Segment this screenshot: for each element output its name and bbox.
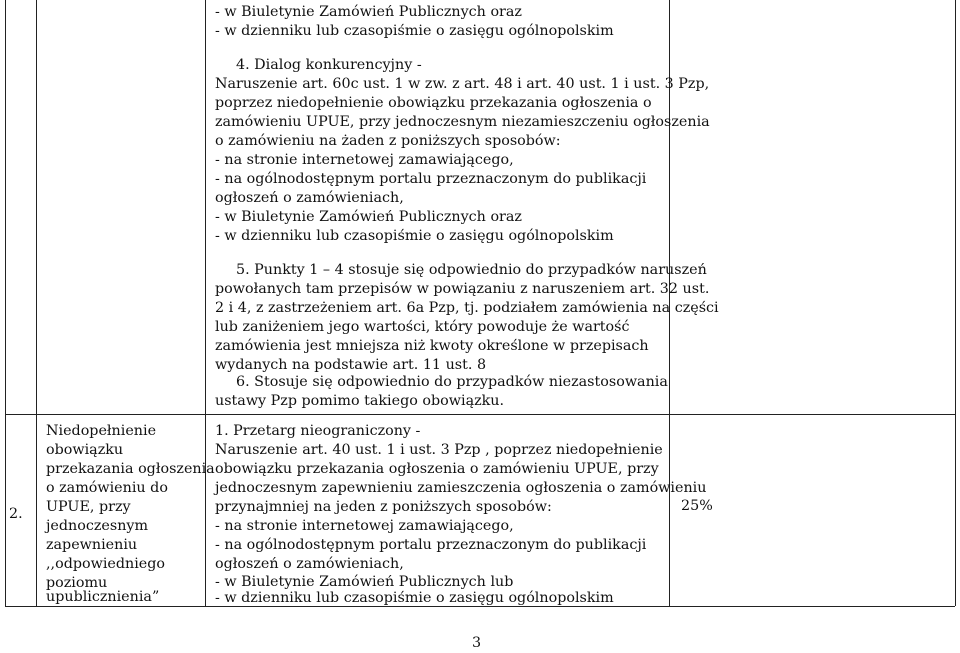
text-line: upublicznienia” [46,589,160,605]
text-line: ogłoszeń o zamówieniach, [215,190,404,206]
table-left-border [5,0,6,606]
row-number: 2. [9,506,23,522]
text-line: 4. Dialog konkurencyjny - [236,57,422,73]
column-divider-1 [36,0,37,606]
text-line: - w dzienniku lub czasopiśmie o zasięgu ogólnopolskim [215,23,614,39]
text-line: 2 i 4, z zastrzeżeniem art. 6a Pzp, tj. podziałem zamówienia na części [215,300,719,316]
text-line: zapewnieniu [46,537,138,553]
row-divider [5,414,955,415]
text-line: poziomu [46,575,108,591]
text-line: o zamówieniu na żaden z poniższych sposobów: [215,133,561,149]
text-line: - w dzienniku lub czasopiśmie o zasięgu ogólnopolskim [215,228,614,244]
text-line: powołanych tam przepisów w powiązaniu z naruszeniem art. 32 ust. [215,281,710,297]
text-line: jednoczesnym [46,518,149,534]
text-line: Naruszenie art. 60c ust. 1 w zw. z art. 48 i art. 40 ust. 1 i ust. 3 Pzp, [215,76,710,92]
table-right-border [955,0,956,606]
text-line: - w Biuletynie Zamówień Publicznych oraz [215,4,522,20]
text-line: - w dzienniku lub czasopiśmie o zasięgu ogólnopolskim [215,590,614,606]
text-line: - w Biuletynie Zamówień Publicznych oraz [215,209,522,225]
text-line: - na ogólnodostępnym portalu przeznaczonym do publikacji [215,171,647,187]
text-line: przekazania ogłoszenia [46,461,215,477]
text-line: Niedopełnienie [46,423,157,439]
page-number: 3 [472,635,482,651]
text-line: ustawy Pzp pomimo takiego obowiązku. [215,393,505,409]
text-line: - na ogólnodostępnym portalu przeznaczonym do publikacji [215,537,647,553]
text-line: przynajmniej na jeden z poniższych sposobów: [215,499,552,515]
text-line: zamówieniu UPUE, przy jednoczesnym niezamieszczeniu ogłoszenia [215,114,710,130]
text-line: 5. Punkty 1 – 4 stosuje się odpowiednio do przypadków naruszeń [236,262,707,278]
text-line: poprzez niedopełnienie obowiązku przekazania ogłoszenia o [215,95,652,111]
percentage-value: 25% [681,498,713,514]
text-line: 1. Przetarg nieograniczony - [215,423,421,439]
text-line: o zamówieniu do [46,480,168,496]
text-line: lub zaniżeniem jego wartości, który powoduje że wartość [215,319,630,335]
text-line: - na stronie internetowej zamawiającego, [215,152,514,168]
text-line: ogłoszeń o zamówieniach, [215,556,404,572]
text-line: obowiązku przekazania ogłoszenia o zamówieniu UPUE, przy [215,461,659,477]
text-line: ,,odpowiedniego [46,556,166,572]
text-line: jednoczesnym zapewnieniu zamieszczenia ogłoszenia o zamówieniu [215,480,707,496]
text-line: - w Biuletynie Zamówień Publicznych lub [215,574,514,590]
text-line: zamówienia jest mniejsza niż kwoty określone w przepisach [215,338,649,354]
text-line: obowiązku [46,442,124,458]
text-line: - na stronie internetowej zamawiającego, [215,518,514,534]
text-line: Naruszenie art. 40 ust. 1 i ust. 3 Pzp , poprzez niedopełnienie [215,442,663,458]
text-line: wydanych na podstawie art. 11 ust. 8 [215,357,487,373]
text-line: 6. Stosuje się odpowiednio do przypadków niezastosowania [236,374,668,390]
text-line: UPUE, przy [46,499,131,515]
column-divider-2 [205,0,206,606]
